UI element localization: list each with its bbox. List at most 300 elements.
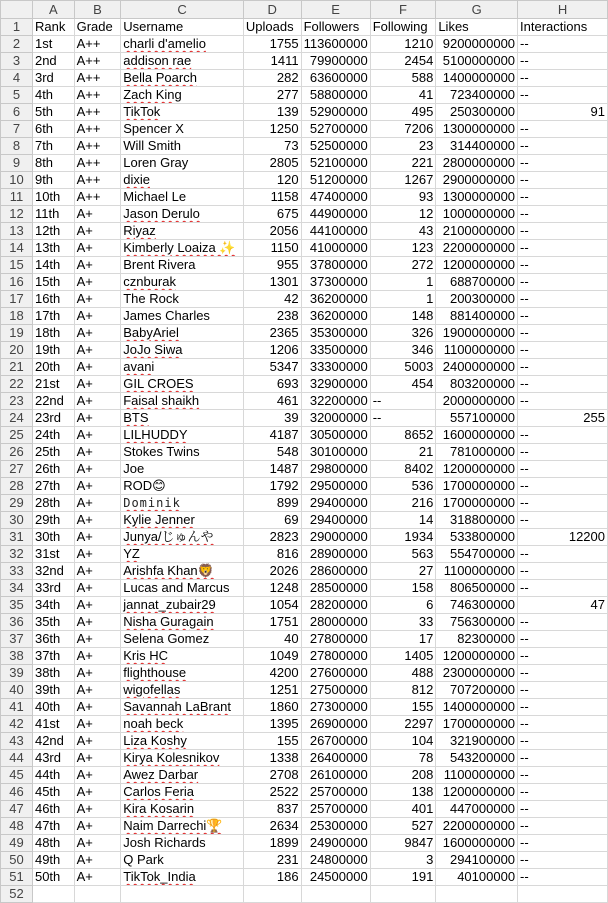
cell[interactable]: 17 bbox=[370, 631, 436, 648]
cell[interactable]: 49th bbox=[32, 852, 74, 869]
cell[interactable]: ROD😊 bbox=[121, 478, 244, 495]
cell[interactable]: 29400000 bbox=[301, 512, 370, 529]
cell[interactable]: 52700000 bbox=[301, 121, 370, 138]
cell[interactable]: 24900000 bbox=[301, 835, 370, 852]
cell[interactable]: 33300000 bbox=[301, 359, 370, 376]
cell[interactable]: A+ bbox=[74, 784, 121, 801]
cell[interactable] bbox=[121, 563, 244, 580]
cell[interactable]: -- bbox=[518, 36, 608, 53]
cell[interactable]: A+ bbox=[74, 801, 121, 818]
cell[interactable]: 28900000 bbox=[301, 546, 370, 563]
cell[interactable]: 803200000 bbox=[436, 376, 518, 393]
cell[interactable]: 28500000 bbox=[301, 580, 370, 597]
cell[interactable]: 27800000 bbox=[301, 631, 370, 648]
column-header-h[interactable]: H bbox=[518, 1, 608, 19]
row-number[interactable]: 23 bbox=[1, 393, 33, 410]
cell[interactable]: 21st bbox=[32, 376, 74, 393]
header-cell[interactable]: Username bbox=[121, 19, 244, 36]
row-number[interactable]: 44 bbox=[1, 750, 33, 767]
cell[interactable]: 318800000 bbox=[436, 512, 518, 529]
cell[interactable]: Lucas and Marcus bbox=[121, 580, 244, 597]
cell[interactable]: 231 bbox=[243, 852, 301, 869]
cell[interactable]: 69 bbox=[243, 512, 301, 529]
cell[interactable]: 1487 bbox=[243, 461, 301, 478]
cell[interactable]: 25700000 bbox=[301, 801, 370, 818]
cell[interactable]: 1700000000 bbox=[436, 495, 518, 512]
row-number[interactable]: 12 bbox=[1, 206, 33, 223]
cell[interactable]: 1251 bbox=[243, 682, 301, 699]
cell[interactable]: 314400000 bbox=[436, 138, 518, 155]
cell[interactable]: 22nd bbox=[32, 393, 74, 410]
row-number[interactable]: 41 bbox=[1, 699, 33, 716]
cell[interactable]: 5th bbox=[32, 104, 74, 121]
cell[interactable]: 25700000 bbox=[301, 784, 370, 801]
cell[interactable]: 35th bbox=[32, 614, 74, 631]
cell[interactable]: 120 bbox=[243, 172, 301, 189]
cell[interactable]: 28600000 bbox=[301, 563, 370, 580]
row-number[interactable]: 27 bbox=[1, 461, 33, 478]
row-number[interactable]: 1 bbox=[1, 19, 33, 36]
cell[interactable]: A+ bbox=[74, 206, 121, 223]
cell[interactable]: A+ bbox=[74, 512, 121, 529]
cell[interactable]: 21 bbox=[370, 444, 436, 461]
cell[interactable]: Michael Le bbox=[121, 189, 244, 206]
header-cell[interactable]: Likes bbox=[436, 19, 518, 36]
row-number[interactable]: 33 bbox=[1, 563, 33, 580]
column-header-b[interactable]: B bbox=[74, 1, 121, 19]
cell[interactable]: 36200000 bbox=[301, 291, 370, 308]
cell[interactable]: 12th bbox=[32, 223, 74, 240]
cell[interactable]: 756300000 bbox=[436, 614, 518, 631]
cell[interactable]: 28000000 bbox=[301, 614, 370, 631]
cell[interactable]: Q Park bbox=[121, 852, 244, 869]
cell[interactable]: 28200000 bbox=[301, 597, 370, 614]
cell[interactable]: A+ bbox=[74, 597, 121, 614]
cell[interactable]: 321900000 bbox=[436, 733, 518, 750]
cell[interactable]: A++ bbox=[74, 138, 121, 155]
cell[interactable]: -- bbox=[518, 665, 608, 682]
cell[interactable]: 40 bbox=[243, 631, 301, 648]
cell[interactable]: 48th bbox=[32, 835, 74, 852]
cell[interactable]: -- bbox=[518, 172, 608, 189]
row-number[interactable]: 31 bbox=[1, 529, 33, 546]
cell[interactable]: 91 bbox=[518, 104, 608, 121]
cell[interactable]: 2200000000 bbox=[436, 818, 518, 835]
cell[interactable]: 1338 bbox=[243, 750, 301, 767]
cell[interactable]: 27600000 bbox=[301, 665, 370, 682]
cell[interactable] bbox=[121, 427, 244, 444]
row-number[interactable]: 38 bbox=[1, 648, 33, 665]
row-number[interactable]: 36 bbox=[1, 614, 33, 631]
cell[interactable]: 1267 bbox=[370, 172, 436, 189]
cell[interactable]: A++ bbox=[74, 87, 121, 104]
cell[interactable]: A+ bbox=[74, 376, 121, 393]
cell[interactable]: 2026 bbox=[243, 563, 301, 580]
cell[interactable]: -- bbox=[370, 393, 436, 410]
cell[interactable]: 186 bbox=[243, 869, 301, 886]
row-number[interactable]: 35 bbox=[1, 597, 33, 614]
cell[interactable]: -- bbox=[518, 291, 608, 308]
cell[interactable]: 2400000000 bbox=[436, 359, 518, 376]
cell[interactable]: 18th bbox=[32, 325, 74, 342]
column-header-e[interactable]: E bbox=[301, 1, 370, 19]
header-cell[interactable]: Following bbox=[370, 19, 436, 36]
cell[interactable]: A+ bbox=[74, 648, 121, 665]
cell[interactable]: 32nd bbox=[32, 563, 74, 580]
cell[interactable]: -- bbox=[518, 512, 608, 529]
column-header-d[interactable]: D bbox=[243, 1, 301, 19]
cell[interactable]: 28th bbox=[32, 495, 74, 512]
row-number[interactable]: 8 bbox=[1, 138, 33, 155]
cell[interactable]: 1100000000 bbox=[436, 342, 518, 359]
cell[interactable] bbox=[121, 512, 244, 529]
cell[interactable]: 44th bbox=[32, 767, 74, 784]
cell[interactable]: -- bbox=[518, 223, 608, 240]
cell[interactable]: 1054 bbox=[243, 597, 301, 614]
cell[interactable] bbox=[121, 767, 244, 784]
cell[interactable]: 543200000 bbox=[436, 750, 518, 767]
cell[interactable]: 32200000 bbox=[301, 393, 370, 410]
cell[interactable]: 79900000 bbox=[301, 53, 370, 70]
cell[interactable]: 38th bbox=[32, 665, 74, 682]
cell[interactable]: 277 bbox=[243, 87, 301, 104]
row-number[interactable]: 9 bbox=[1, 155, 33, 172]
cell[interactable]: Josh Richards bbox=[121, 835, 244, 852]
cell[interactable]: Stokes Twins bbox=[121, 444, 244, 461]
cell[interactable]: 238 bbox=[243, 308, 301, 325]
cell[interactable]: 1st bbox=[32, 36, 74, 53]
cell[interactable] bbox=[121, 869, 244, 886]
cell[interactable]: 1210 bbox=[370, 36, 436, 53]
cell[interactable]: 27800000 bbox=[301, 648, 370, 665]
header-cell[interactable]: Followers bbox=[301, 19, 370, 36]
cell[interactable] bbox=[370, 886, 436, 903]
cell[interactable]: 588 bbox=[370, 70, 436, 87]
cell[interactable]: -- bbox=[518, 121, 608, 138]
cell[interactable]: A+ bbox=[74, 359, 121, 376]
cell[interactable]: 282 bbox=[243, 70, 301, 87]
row-number[interactable]: 10 bbox=[1, 172, 33, 189]
row-number[interactable]: 28 bbox=[1, 478, 33, 495]
cell[interactable]: 33 bbox=[370, 614, 436, 631]
cell[interactable]: 37300000 bbox=[301, 274, 370, 291]
cell[interactable]: 7206 bbox=[370, 121, 436, 138]
cell[interactable]: A+ bbox=[74, 342, 121, 359]
cell[interactable]: 216 bbox=[370, 495, 436, 512]
cell[interactable] bbox=[121, 733, 244, 750]
cell[interactable]: 1158 bbox=[243, 189, 301, 206]
row-number[interactable]: 40 bbox=[1, 682, 33, 699]
cell[interactable]: A+ bbox=[74, 767, 121, 784]
cell[interactable] bbox=[121, 750, 244, 767]
row-number[interactable]: 15 bbox=[1, 257, 33, 274]
cell[interactable]: 1 bbox=[370, 291, 436, 308]
cell[interactable]: 14th bbox=[32, 257, 74, 274]
cell[interactable]: 42nd bbox=[32, 733, 74, 750]
cell[interactable]: 688700000 bbox=[436, 274, 518, 291]
row-number[interactable]: 43 bbox=[1, 733, 33, 750]
cell[interactable]: A+ bbox=[74, 257, 121, 274]
cell[interactable]: 19th bbox=[32, 342, 74, 359]
cell[interactable]: Spencer X bbox=[121, 121, 244, 138]
cell[interactable]: 41 bbox=[370, 87, 436, 104]
cell[interactable]: A+ bbox=[74, 444, 121, 461]
cell[interactable]: 40th bbox=[32, 699, 74, 716]
cell[interactable]: 7th bbox=[32, 138, 74, 155]
select-all-corner[interactable] bbox=[1, 1, 33, 19]
cell[interactable]: -- bbox=[518, 750, 608, 767]
cell[interactable]: 4th bbox=[32, 87, 74, 104]
cell[interactable]: -- bbox=[518, 648, 608, 665]
cell[interactable]: 1300000000 bbox=[436, 189, 518, 206]
cell[interactable]: 155 bbox=[370, 699, 436, 716]
cell[interactable]: -- bbox=[518, 206, 608, 223]
cell[interactable] bbox=[121, 70, 244, 87]
cell[interactable]: -- bbox=[518, 427, 608, 444]
cell[interactable]: A+ bbox=[74, 223, 121, 240]
cell[interactable] bbox=[121, 410, 244, 427]
row-number[interactable]: 30 bbox=[1, 512, 33, 529]
cell[interactable]: 12 bbox=[370, 206, 436, 223]
cell[interactable]: A+ bbox=[74, 733, 121, 750]
cell[interactable]: A++ bbox=[74, 36, 121, 53]
cell[interactable]: 8th bbox=[32, 155, 74, 172]
cell[interactable]: 39th bbox=[32, 682, 74, 699]
row-number[interactable]: 16 bbox=[1, 274, 33, 291]
cell[interactable]: 63600000 bbox=[301, 70, 370, 87]
header-cell[interactable]: Grade bbox=[74, 19, 121, 36]
cell[interactable] bbox=[243, 886, 301, 903]
cell[interactable]: 1301 bbox=[243, 274, 301, 291]
cell[interactable]: 30th bbox=[32, 529, 74, 546]
cell[interactable] bbox=[121, 53, 244, 70]
cell[interactable]: 548 bbox=[243, 444, 301, 461]
cell[interactable]: 955 bbox=[243, 257, 301, 274]
row-number[interactable]: 52 bbox=[1, 886, 33, 903]
cell[interactable]: 881400000 bbox=[436, 308, 518, 325]
cell[interactable]: 806500000 bbox=[436, 580, 518, 597]
cell[interactable]: A++ bbox=[74, 155, 121, 172]
cell[interactable]: -- bbox=[518, 767, 608, 784]
cell[interactable]: -- bbox=[518, 274, 608, 291]
cell[interactable]: A++ bbox=[74, 121, 121, 138]
row-number[interactable]: 47 bbox=[1, 801, 33, 818]
cell[interactable]: -- bbox=[518, 818, 608, 835]
row-number[interactable]: 39 bbox=[1, 665, 33, 682]
cell[interactable]: Joe bbox=[121, 461, 244, 478]
cell[interactable]: 447000000 bbox=[436, 801, 518, 818]
cell[interactable]: A+ bbox=[74, 325, 121, 342]
row-number[interactable]: 5 bbox=[1, 87, 33, 104]
cell[interactable]: 326 bbox=[370, 325, 436, 342]
cell[interactable]: 816 bbox=[243, 546, 301, 563]
cell[interactable] bbox=[121, 529, 244, 546]
row-number[interactable]: 29 bbox=[1, 495, 33, 512]
cell[interactable] bbox=[121, 36, 244, 53]
cell[interactable]: -- bbox=[518, 461, 608, 478]
cell[interactable]: 191 bbox=[370, 869, 436, 886]
cell[interactable]: 6th bbox=[32, 121, 74, 138]
cell[interactable]: 294100000 bbox=[436, 852, 518, 869]
cell[interactable]: 2708 bbox=[243, 767, 301, 784]
cell[interactable]: 26th bbox=[32, 461, 74, 478]
column-header-f[interactable]: F bbox=[370, 1, 436, 19]
cell[interactable]: A+ bbox=[74, 852, 121, 869]
cell[interactable]: -- bbox=[518, 580, 608, 597]
cell[interactable]: 52900000 bbox=[301, 104, 370, 121]
cell[interactable]: -- bbox=[518, 478, 608, 495]
cell[interactable]: 1250 bbox=[243, 121, 301, 138]
cell[interactable]: 27500000 bbox=[301, 682, 370, 699]
cell[interactable]: 563 bbox=[370, 546, 436, 563]
cell[interactable]: A+ bbox=[74, 529, 121, 546]
cell[interactable]: -- bbox=[370, 410, 436, 427]
cell[interactable] bbox=[121, 240, 244, 257]
cell[interactable] bbox=[74, 886, 121, 903]
row-number[interactable]: 3 bbox=[1, 53, 33, 70]
cell[interactable]: 3rd bbox=[32, 70, 74, 87]
cell[interactable]: 43 bbox=[370, 223, 436, 240]
cell[interactable]: 25300000 bbox=[301, 818, 370, 835]
cell[interactable]: -- bbox=[518, 155, 608, 172]
cell[interactable]: Loren Gray bbox=[121, 155, 244, 172]
cell[interactable]: 4200 bbox=[243, 665, 301, 682]
cell[interactable]: 24500000 bbox=[301, 869, 370, 886]
cell[interactable]: 746300000 bbox=[436, 597, 518, 614]
row-number[interactable]: 26 bbox=[1, 444, 33, 461]
cell[interactable]: -- bbox=[518, 614, 608, 631]
cell[interactable]: 1200000000 bbox=[436, 461, 518, 478]
cell[interactable]: 58800000 bbox=[301, 87, 370, 104]
cell[interactable]: 1200000000 bbox=[436, 257, 518, 274]
cell[interactable]: 899 bbox=[243, 495, 301, 512]
cell[interactable]: 1100000000 bbox=[436, 767, 518, 784]
cell[interactable] bbox=[121, 172, 244, 189]
cell[interactable]: 50th bbox=[32, 869, 74, 886]
row-number[interactable]: 2 bbox=[1, 36, 33, 53]
cell[interactable]: 29400000 bbox=[301, 495, 370, 512]
cell[interactable]: -- bbox=[518, 53, 608, 70]
cell[interactable]: 1405 bbox=[370, 648, 436, 665]
cell[interactable]: 24800000 bbox=[301, 852, 370, 869]
cell[interactable]: Selena Gomez bbox=[121, 631, 244, 648]
cell[interactable]: 2805 bbox=[243, 155, 301, 172]
cell[interactable]: A+ bbox=[74, 393, 121, 410]
cell[interactable] bbox=[121, 546, 244, 563]
cell[interactable]: 51200000 bbox=[301, 172, 370, 189]
cell[interactable]: A++ bbox=[74, 172, 121, 189]
row-number[interactable]: 20 bbox=[1, 342, 33, 359]
cell[interactable]: 46th bbox=[32, 801, 74, 818]
cell[interactable]: 675 bbox=[243, 206, 301, 223]
cell[interactable]: 1899 bbox=[243, 835, 301, 852]
cell[interactable]: 5347 bbox=[243, 359, 301, 376]
cell[interactable] bbox=[121, 206, 244, 223]
cell[interactable]: 26700000 bbox=[301, 733, 370, 750]
cell[interactable]: 4187 bbox=[243, 427, 301, 444]
cell[interactable]: The Rock bbox=[121, 291, 244, 308]
cell[interactable]: 23rd bbox=[32, 410, 74, 427]
cell[interactable]: 461 bbox=[243, 393, 301, 410]
cell[interactable]: 557100000 bbox=[436, 410, 518, 427]
cell[interactable]: 707200000 bbox=[436, 682, 518, 699]
cell[interactable]: 1860 bbox=[243, 699, 301, 716]
cell[interactable] bbox=[121, 614, 244, 631]
cell[interactable] bbox=[121, 699, 244, 716]
row-number[interactable]: 51 bbox=[1, 869, 33, 886]
cell[interactable] bbox=[121, 87, 244, 104]
cell[interactable]: 1751 bbox=[243, 614, 301, 631]
row-number[interactable]: 21 bbox=[1, 359, 33, 376]
cell[interactable]: 82300000 bbox=[436, 631, 518, 648]
cell[interactable]: James Charles bbox=[121, 308, 244, 325]
cell[interactable]: 139 bbox=[243, 104, 301, 121]
cell[interactable]: 47400000 bbox=[301, 189, 370, 206]
cell[interactable]: 2100000000 bbox=[436, 223, 518, 240]
cell[interactable]: 2634 bbox=[243, 818, 301, 835]
cell[interactable]: 1755 bbox=[243, 36, 301, 53]
cell[interactable]: 40100000 bbox=[436, 869, 518, 886]
cell[interactable]: 1700000000 bbox=[436, 716, 518, 733]
cell[interactable]: 44900000 bbox=[301, 206, 370, 223]
cell[interactable]: 554700000 bbox=[436, 546, 518, 563]
cell[interactable] bbox=[121, 376, 244, 393]
cell[interactable]: A++ bbox=[74, 53, 121, 70]
cell[interactable]: 536 bbox=[370, 478, 436, 495]
cell[interactable]: 41st bbox=[32, 716, 74, 733]
cell[interactable]: A+ bbox=[74, 240, 121, 257]
row-number[interactable]: 34 bbox=[1, 580, 33, 597]
row-number[interactable]: 48 bbox=[1, 818, 33, 835]
cell[interactable]: 36th bbox=[32, 631, 74, 648]
cell[interactable]: -- bbox=[518, 308, 608, 325]
cell[interactable]: 29th bbox=[32, 512, 74, 529]
cell[interactable]: 346 bbox=[370, 342, 436, 359]
row-number[interactable]: 17 bbox=[1, 291, 33, 308]
cell[interactable] bbox=[121, 223, 244, 240]
cell[interactable]: 35300000 bbox=[301, 325, 370, 342]
cell[interactable]: 3 bbox=[370, 852, 436, 869]
cell[interactable]: A+ bbox=[74, 835, 121, 852]
cell[interactable]: 29800000 bbox=[301, 461, 370, 478]
cell[interactable]: 39 bbox=[243, 410, 301, 427]
cell[interactable]: 148 bbox=[370, 308, 436, 325]
cell[interactable]: A+ bbox=[74, 699, 121, 716]
cell[interactable]: A+ bbox=[74, 869, 121, 886]
row-number[interactable]: 19 bbox=[1, 325, 33, 342]
cell[interactable]: 1200000000 bbox=[436, 784, 518, 801]
cell[interactable]: 25th bbox=[32, 444, 74, 461]
cell[interactable]: 272 bbox=[370, 257, 436, 274]
cell[interactable]: 12200 bbox=[518, 529, 608, 546]
cell[interactable]: 47 bbox=[518, 597, 608, 614]
row-number[interactable]: 45 bbox=[1, 767, 33, 784]
cell[interactable]: 9th bbox=[32, 172, 74, 189]
cell[interactable]: 1900000000 bbox=[436, 325, 518, 342]
cell[interactable]: 32900000 bbox=[301, 376, 370, 393]
cell[interactable] bbox=[32, 886, 74, 903]
cell[interactable]: -- bbox=[518, 784, 608, 801]
cell[interactable] bbox=[121, 886, 244, 903]
cell[interactable]: -- bbox=[518, 563, 608, 580]
row-number[interactable]: 37 bbox=[1, 631, 33, 648]
cell[interactable]: 401 bbox=[370, 801, 436, 818]
cell[interactable]: 8402 bbox=[370, 461, 436, 478]
cell[interactable] bbox=[121, 818, 244, 835]
cell[interactable]: 1395 bbox=[243, 716, 301, 733]
cell[interactable]: 44100000 bbox=[301, 223, 370, 240]
cell[interactable]: 37th bbox=[32, 648, 74, 665]
